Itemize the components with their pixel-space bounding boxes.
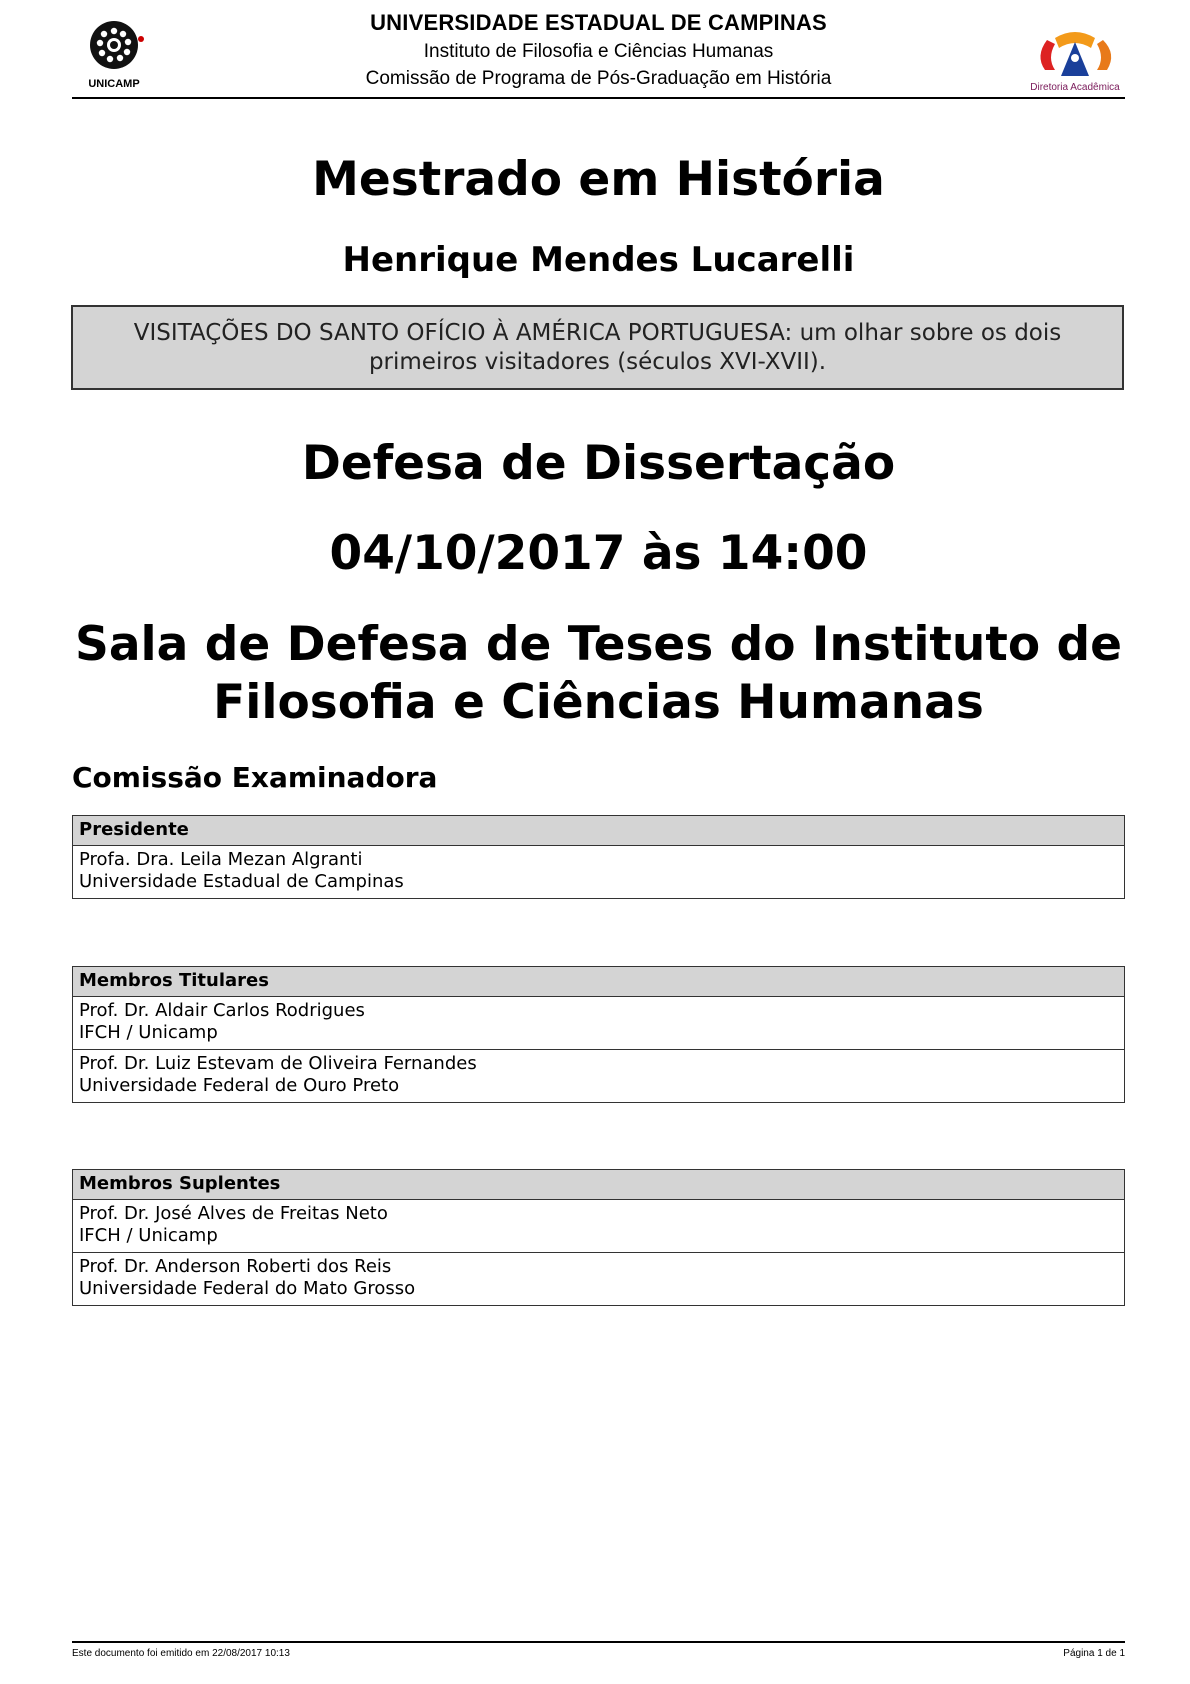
table-row: [73, 1253, 1125, 1306]
member-name: Profa. Dra. Leila Mezan Algranti: [79, 849, 363, 870]
table-row: [73, 1050, 1125, 1103]
page-number: Página 1 de 1: [1063, 1648, 1125, 1659]
table-header: Membros Suplentes: [73, 1170, 1125, 1200]
table-row: [73, 846, 1125, 899]
defense-location: Sala de Defesa de Teses do Instituto de Filosofia e Ciências Humanas: [74, 617, 1123, 730]
institute-name: Instituto de Filosofia e Ciências Humanas: [423, 41, 774, 62]
diretoria-academica-logo: [1025, 18, 1125, 96]
committee-table-president: [72, 815, 1125, 899]
member-name: Prof. Dr. José Alves de Freitas Neto: [79, 1203, 388, 1224]
committee-table-suplentes: [72, 1169, 1125, 1306]
committee-heading: Comissão Examinadora: [72, 761, 438, 794]
table-row: [73, 997, 1125, 1050]
student-name: Henrique Mendes Lucarelli: [342, 240, 855, 280]
member-affiliation: Universidade Federal de Ouro Preto: [79, 1075, 400, 1096]
svg-text:UNICAMP: UNICAMP: [88, 78, 140, 90]
table-row: [73, 1200, 1125, 1253]
commission-name: Comissão de Programa de Pós-Graduação em História: [365, 68, 832, 89]
thesis-title: VISITAÇÕES DO SANTO OFÍCIO À AMÉRICA PORTUGUESA: um olhar sobre os dois primeiros visitadores (séculos XVI-XVII).: [71, 305, 1124, 390]
member-name: Prof. Dr. Luiz Estevam de Oliveira Fernandes: [79, 1053, 477, 1074]
issued-timestamp: Este documento foi emitido em 22/08/2017 10:13: [72, 1648, 290, 1659]
member-name: Prof. Dr. Aldair Carlos Rodrigues: [79, 1000, 365, 1021]
program-title: Mestrado em História: [312, 152, 885, 207]
member-affiliation: Universidade Federal do Mato Grosso: [79, 1278, 416, 1299]
university-name: UNIVERSIDADE ESTADUAL DE CAMPINAS: [370, 10, 827, 35]
member-name: Prof. Dr. Anderson Roberti dos Reis: [79, 1256, 392, 1277]
member-affiliation: IFCH / Unicamp: [79, 1225, 218, 1246]
committee-table-titulares: [72, 966, 1125, 1103]
member-affiliation: IFCH / Unicamp: [79, 1022, 218, 1043]
document-header: [72, 8, 1125, 98]
svg-text:Diretoria Acadêmica: Diretoria Acadêmica: [1030, 82, 1120, 93]
defense-datetime: 04/10/2017 às 14:00: [329, 526, 868, 581]
defense-type: Defesa de Dissertação: [301, 436, 896, 491]
table-header: Presidente: [73, 816, 1125, 846]
table-header: Membros Titulares: [73, 967, 1125, 997]
member-affiliation: Universidade Estadual de Campinas: [79, 871, 404, 892]
footer-divider: [72, 1641, 1125, 1643]
header-divider: [72, 97, 1125, 99]
